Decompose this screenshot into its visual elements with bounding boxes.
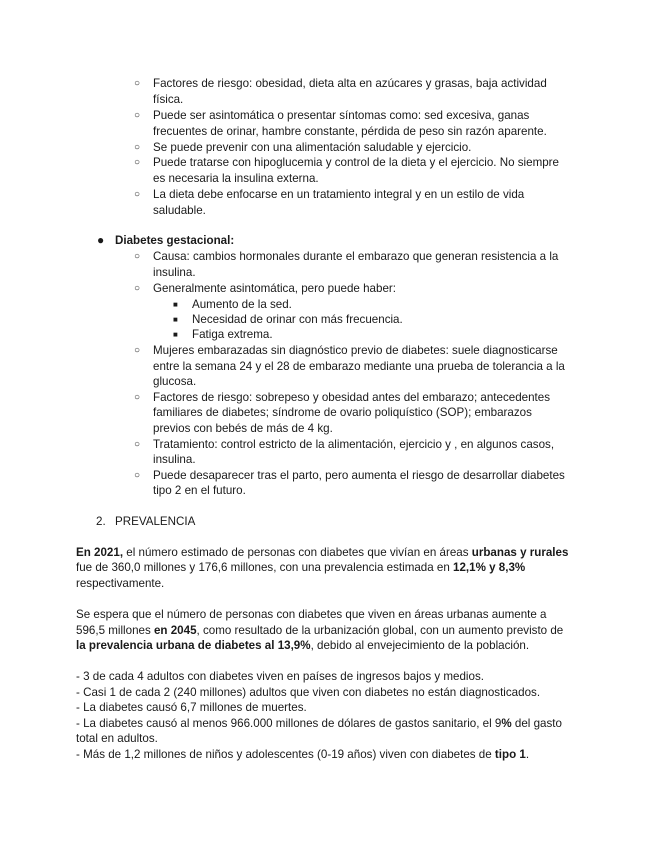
fact-line — [76, 747, 529, 763]
list-item-line: insulina. — [153, 266, 196, 279]
bold-text: En 2021, — [76, 546, 124, 559]
paragraph-line — [76, 545, 568, 561]
circle-bullet-icon: ○ — [134, 283, 141, 294]
list-item-line: saludable. — [153, 204, 206, 217]
text: 596,5 millones — [76, 624, 154, 637]
text: - Más de 1,2 millones de niños y adolescentes (0-19 años) viven con diabetes de — [76, 748, 495, 761]
circle-bullet-icon: ○ — [134, 345, 141, 356]
circle-bullet-icon: ○ — [134, 142, 141, 153]
text: del gasto — [511, 717, 562, 730]
list-item-line: es necesaria la insulina externa. — [153, 172, 319, 185]
bold-text: tipo 1 — [494, 748, 526, 761]
bold-text: 12,1% y 8,3% — [453, 561, 526, 574]
list-item-line: tipo 2 en el futuro. — [153, 484, 246, 497]
circle-bullet-icon: ○ — [134, 157, 141, 168]
paragraph-line — [76, 623, 563, 639]
text: . — [525, 748, 530, 761]
section-title: PREVALENCIA — [115, 515, 196, 528]
fact-line: - Casi 1 de cada 2 (240 millones) adultos que viven con diabetes no están diagnosticados. — [76, 686, 541, 699]
list-item-line: previos con bebés de más de 4 kg. — [153, 422, 333, 435]
section-number: 2. — [96, 515, 106, 528]
paragraph-line — [76, 560, 525, 576]
list-item-line: Causa: cambios hormonales durante el embarazo que generan resistencia a la — [153, 250, 559, 263]
list-item-line: familiares de diabetes; síndrome de ovario poliquístico (SOP); embarazos — [153, 406, 532, 419]
symptom-item: Necesidad de orinar con más frecuencia. — [192, 313, 403, 326]
text: , como resultado de la urbanización global, con un aumento previsto de — [196, 624, 564, 637]
text: el número estimado de personas con diabetes que vivían en áreas — [123, 546, 472, 559]
paragraph-line: respectivamente. — [76, 577, 165, 590]
circle-bullet-icon: ○ — [134, 78, 141, 89]
list-item-line: Factores de riesgo: sobrepeso y obesidad antes del embarazo; antecedentes — [153, 391, 551, 404]
section-heading: Diabetes gestacional: — [115, 234, 235, 247]
circle-bullet-icon: ○ — [134, 251, 141, 262]
bold-text: % — [501, 717, 512, 730]
circle-bullet-icon: ○ — [134, 110, 141, 121]
symptom-item: Fatiga extrema. — [192, 328, 273, 341]
list-item-line: Puede desaparecer tras el parto, pero aumenta el riesgo de desarrollar diabetes — [153, 469, 565, 482]
text: fue de 360,0 millones y 176,6 millones, con una prevalencia estimada en — [76, 561, 454, 574]
list-item-line: física. — [153, 93, 184, 106]
list-item-line: Factores de riesgo: obesidad, dieta alta en azúcares y grasas, baja actividad — [153, 77, 547, 90]
fact-line: total en adultos. — [76, 732, 158, 745]
list-item-line: Generalmente asintomática, pero puede haber: — [153, 282, 396, 295]
bold-text: en 2045 — [153, 624, 197, 637]
list-item-line: Tratamiento: control estricto de la alimentación, ejercicio y , en algunos casos, — [153, 438, 555, 451]
disc-bullet-icon: ● — [97, 233, 105, 247]
circle-bullet-icon: ○ — [134, 470, 141, 481]
list-item-line: Se puede prevenir con una alimentación saludable y ejercicio. — [153, 141, 472, 154]
circle-bullet-icon: ○ — [134, 392, 141, 403]
bold-text: la prevalencia urbana de diabetes al 13,9% — [76, 639, 311, 652]
list-item-line: glucosa. — [153, 375, 197, 388]
circle-bullet-icon: ○ — [134, 189, 141, 200]
square-bullet-icon: ■ — [173, 330, 178, 339]
list-item-line: La dieta debe enfocarse en un tratamiento integral y en un estilo de vida — [153, 188, 525, 201]
text: - La diabetes causó al menos 966.000 millones de dólares de gastos sanitario, el 9 — [76, 717, 502, 730]
list-item-line: frecuentes de orinar, hambre constante, pérdida de peso sin razón aparente. — [153, 125, 547, 138]
symptom-item: Aumento de la sed. — [192, 298, 292, 311]
list-item-line: insulina. — [153, 453, 196, 466]
text: , debido al envejecimiento de la población. — [310, 639, 530, 652]
circle-bullet-icon: ○ — [134, 439, 141, 450]
square-bullet-icon: ■ — [173, 300, 178, 309]
list-item-line: Puede tratarse con hipoglucemia y control de la dieta y el ejercicio. No siempre — [153, 156, 559, 169]
list-item-line: Mujeres embarazadas sin diagnóstico previo de diabetes: suele diagnosticarse — [153, 344, 558, 357]
fact-line: - 3 de cada 4 adultos con diabetes viven en países de ingresos bajos y medios. — [76, 670, 484, 683]
bold-text: urbanas y rurales — [471, 546, 569, 559]
list-item-line: Puede ser asintomática o presentar síntomas como: sed excesiva, ganas — [153, 109, 530, 122]
paragraph-line — [76, 638, 529, 654]
fact-line: - La diabetes causó 6,7 millones de muertes. — [76, 701, 307, 714]
paragraph-line: Se espera que el número de personas con diabetes que viven en áreas urbanas aumente a — [76, 608, 547, 621]
list-item-line: entre la semana 24 y el 28 de embarazo mediante una prueba de tolerancia a la — [153, 360, 565, 373]
fact-line — [76, 716, 562, 732]
square-bullet-icon: ■ — [173, 315, 178, 324]
